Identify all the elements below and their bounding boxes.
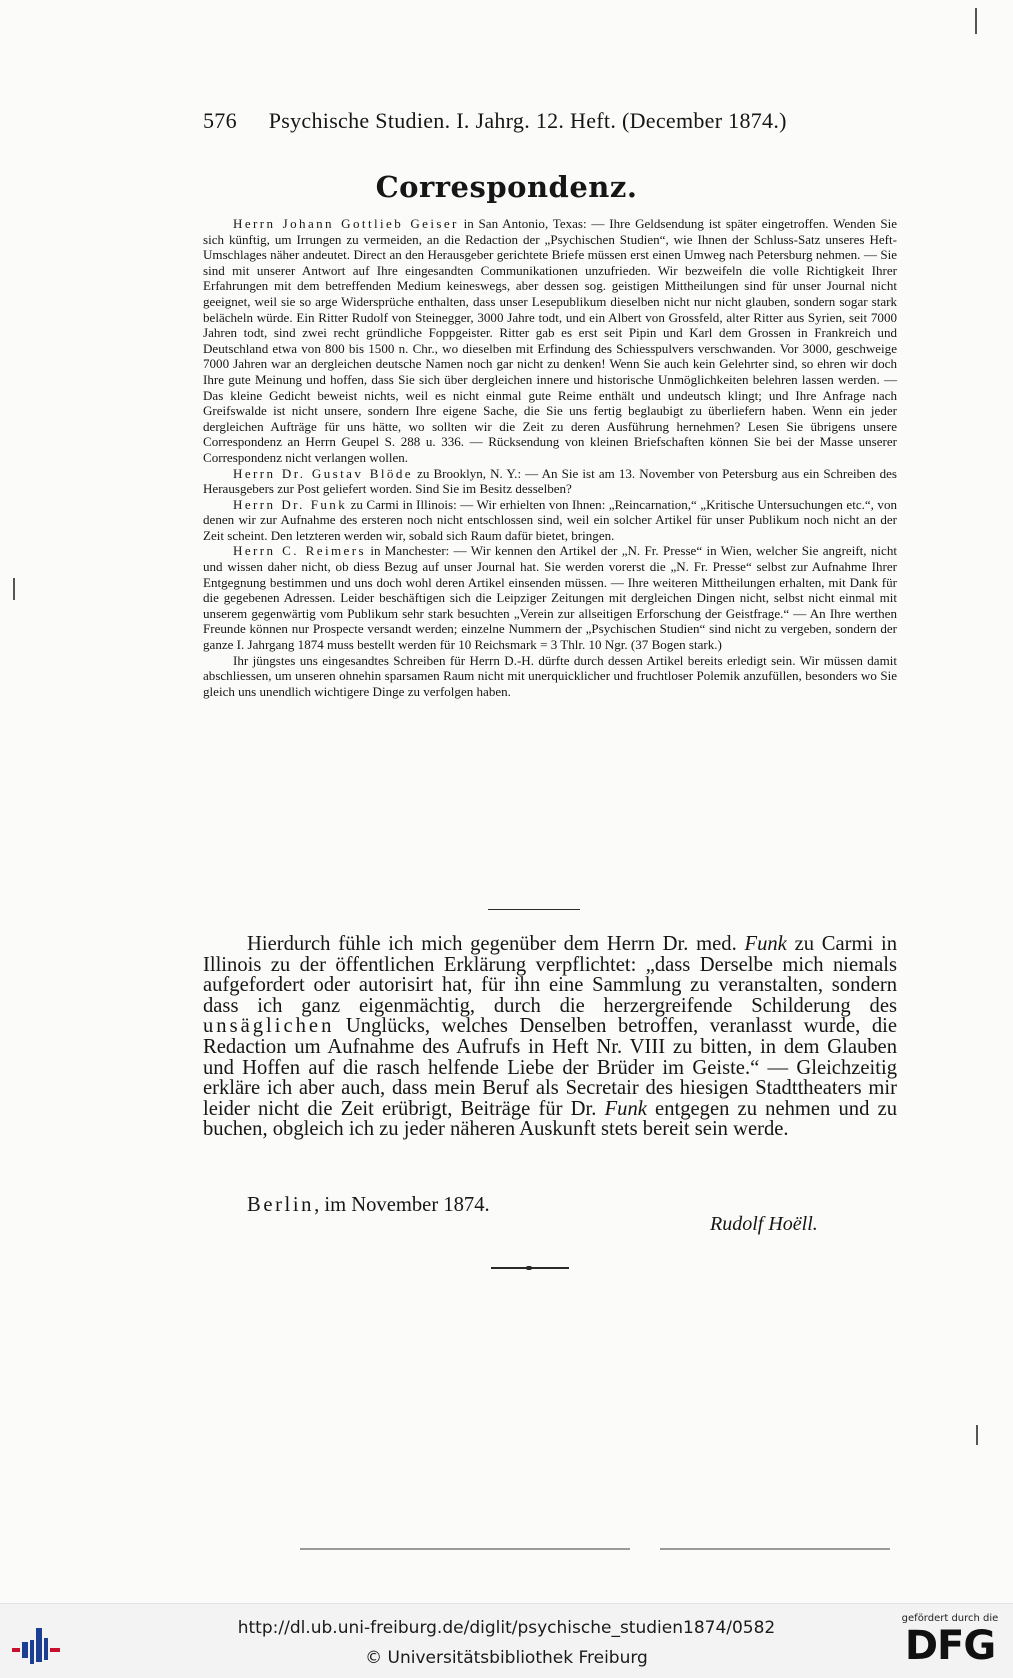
copyright: © Universitätsbibliothek Freiburg bbox=[365, 1648, 648, 1668]
declaration-part: entgegen zu nehmen und zu buchen, obgleich ich zu jeder näheren Auskunft stets bereit sein werde. bbox=[203, 1097, 898, 1141]
name-funk: Funk bbox=[604, 1097, 647, 1120]
addressee: Herrn C. Reimers bbox=[233, 543, 366, 559]
viewer-footer bbox=[0, 1603, 1013, 1678]
place-date bbox=[247, 1194, 490, 1217]
entry-text: in Manchester: — Wir kennen den Artikel der „N. Fr. Presse“ in Wien, welcher Sie angreift, nicht und wissen daher nicht, ob diess Bezug auf unser Journal hat. Sie werden vorerst die „N. Fr. Presse“ selbst zur Aufnahme Ihrer Entgegnung bestimmen und uns doch wohl deren Artikel einsenden müssen. — Ihre weiteren Mittheilungen erhalten, mit Dank für die gegebenen Adressen. Leider beschäftigen sich die Leipziger Zeitungen mit dergleichen Dingen nicht, selbst nicht einmal mit unserem gegenwärtig vom Publikum sehr stark besuchten „Verein zur allseitigen Erforschung der Geistfrage.“ — An Ihre werthen Freunde können nur Prospecte versandt werden; einzelne Nummern der „Psychischen Studien“ sind nicht zu vergeben, sondern der ganze I. Jahrgang 1874 muss bestellt werden für 10 Reichsmark = 3 Thlr. 10 Ngr. (37 Bogen stark.) bbox=[203, 543, 897, 653]
scan-edge-mark bbox=[13, 578, 15, 600]
correspondence-entry bbox=[203, 653, 897, 700]
declaration-text bbox=[203, 934, 897, 1140]
name-funk: Funk bbox=[744, 933, 787, 955]
volume: I. Jahrg. bbox=[456, 108, 531, 133]
addressee: Herrn Johann Gottlieb Geiser bbox=[233, 216, 459, 231]
correspondence-column bbox=[203, 216, 897, 699]
page-number: 576 bbox=[203, 108, 237, 133]
entry-text: Ihr jüngstes uns eingesandtes Schreiben für Herrn D.-H. dürfte durch dessen Artikel bereits erledigt sein. Wir müssen damit abschliessen, um unseren ohnehin sparsamen Raum nicht mit unerquicklicher und fruchtloser Polemik anzufüllen, besonders wo Sie gleich uns unendlich wichtigere Dinge zu verfolgen haben. bbox=[203, 652, 897, 699]
scan-edge-mark bbox=[975, 8, 977, 34]
scan-artifact bbox=[660, 1548, 890, 1550]
section-title: Correspondenz. bbox=[375, 170, 638, 204]
issue-date: (December 1874.) bbox=[621, 108, 787, 133]
end-ornament bbox=[491, 1267, 569, 1269]
running-head bbox=[203, 108, 903, 134]
correspondence-entry bbox=[203, 216, 897, 466]
scan-edge-mark bbox=[976, 1425, 978, 1445]
scan-artifact bbox=[300, 1548, 630, 1550]
entry-text: in San Antonio, Texas: — Ihre Geldsendung ist später eingetroffen. Wenden Sie sich künftig, um Irrungen zu vermeiden, an die Redaction der „Psychischen Studien“, wie Ihnen der Schluss-Satz unseres Heft-Umschlages näher andeutet. Direct an den Herausgeber gerichtete Briefe müssen erst einen Umweg nach Petersburg nehmen. — Sie sind mit unserer Antwort auf Ihre eingesandten Communikationen unzufrieden. Wir bezweifeln die volle Richtigkeit Ihrer Erfahrungen mit dem betreffenden Medium keineswegs, aber dessen sog. geistigen Mittheilungen sind für unser Journal nicht geeignet, weil sie so arge Widersprüche enthalten, dass unser Lesepublikum dieselben nicht nur nicht glauben, sondern sogar stark belächeln würde. Ein Ritter Rudolf von Steinegger, 3000 Jahre todt, und ein Albert von Grossfeld, alter Ritter aus Syrien, seit 7000 Jahren todt, sind zwei recht gründliche Foppgeister. Ritter gab es erst seit Pipin und Karl dem Grossen in Frankreich und Deutschland etwa von 800 bis 1500 n. Chr., wo dieselben mit Erfindung des Schiesspulvers verschwanden. Vor 3000, geschweige 7000 Jahren war an dergleichen deutsche Namen noch gar nicht zu denken! Wenn Sie auch kein Gelehrter sind, so ehren wir doch Ihre gute Meinung und hoffen, dass Sie sich über dergleichen innere und historische Unmöglichkeiten belehren lassen werden. — Das kleine Gedicht beweist nichts, weil es nicht einmal gute Reime enthält und undeutsch klingt; und Ihre Anfrage nach Greifswalde ist nicht unsere, sondern Ihre eigene Sache, die Sie uns fertig beglaubigt zu überliefern haben. Wenn ein jeder dergleichen Aufträge für uns hätte, wo sollten wir die Zeit zu deren Ausführung hernehmen? Lesen Sie übrigens unsere Correspondenz an Herrn Geupel S. 288 u. 336. — Rücksendung von kleinen Briefschaften können Sie bei der Masse unserer Correspondenz nicht verlangen wollen. bbox=[203, 216, 898, 465]
date-line: , im November 1874. bbox=[314, 1194, 490, 1216]
correspondence-entry bbox=[203, 543, 897, 652]
addressee: Herrn Dr. Funk bbox=[233, 496, 348, 512]
declaration-part: Unglücks, welches Denselben betroffen, veranlasst wurde, die Redaction um Aufnahme des Aufrufs in Heft Nr. VIII zu bitten, in dem Glauben und Hoffen auf die rasch helfende Liebe der Brüder im Geiste.“ — Gleichzeitig erkläre ich aber auch, dass mein Beruf als Secretair des hiesigen Stadttheaters mir leider nicht die Zeit erübrigt, Beiträge für Dr. bbox=[203, 1015, 897, 1120]
declaration bbox=[203, 934, 897, 1140]
correspondence-entry bbox=[203, 466, 897, 497]
place: Berlin bbox=[247, 1194, 315, 1216]
signature: Rudolf Hoëll. bbox=[710, 1213, 818, 1235]
document-url[interactable]: http://dl.ub.uni-freiburg.de/diglit/psychische_studien1874/0582 bbox=[237, 1618, 776, 1638]
section-divider bbox=[488, 909, 580, 910]
declaration-part: Hierdurch fühle ich mich gegenüber dem Herrn Dr. med. bbox=[247, 933, 745, 955]
dfg-logo bbox=[894, 1613, 1006, 1673]
journal-title: Psychische Studien. bbox=[268, 108, 451, 133]
issue: 12. Heft. bbox=[535, 108, 617, 133]
entry-text: zu Brooklyn, N. Y.: — An Sie ist am 13. November von Petersburg aus ein Schreiben des Herausgebers zur Post geliefert worden. Sind Sie im Besitz desselben? bbox=[203, 465, 897, 497]
declaration-part: zu Carmi in Illinois zu der öffentlichen Erklärung verpflichtet: „dass Derselbe mich niemals aufgefordert oder autorisirt hat, für ihn eine Sammlung zu veranstalten, sondern dass ich ganz eigenmächtig, durch die herzergreifende Schilderung des bbox=[203, 933, 897, 1017]
correspondence-entry bbox=[203, 497, 897, 544]
addressee: Herrn Dr. Gustav Blöde bbox=[233, 465, 413, 481]
entry-text: zu Carmi in Illinois: — Wir erhielten von Ihnen: „Reincarnation,“ „Kritische Untersuchungen etc.“, von denen wir zur Aufnahme des ersteren noch nicht entschlossen sind, weil ein solcher Artikel für unser Publikum noch nicht an der Zeit scheint. Den letzteren werden wir, sobald sich Raum dafür bietet, bringen. bbox=[203, 496, 897, 543]
dfg-wordmark: DFG bbox=[904, 1623, 996, 1669]
emphasis: unsäglichen bbox=[203, 1015, 335, 1038]
dfg-tagline: gefördert durch die bbox=[901, 1613, 999, 1624]
